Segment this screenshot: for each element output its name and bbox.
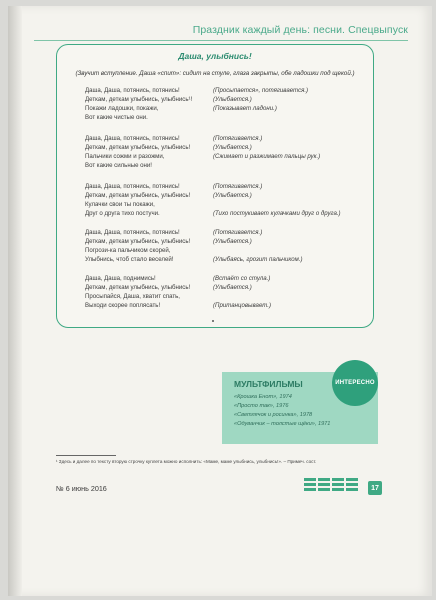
song-line [85,144,375,153]
lyric-text: Деткам, деткам улыбнись, улыбнись! [85,238,191,245]
bar-segment [318,488,330,491]
stage-direction: (Потягивается.) [213,229,263,236]
bar-segment [304,483,316,486]
bar-segment [304,478,316,481]
lyric-text: Даша, Даша, потянись, потянись! [85,87,180,94]
lyric-text: Деткам, деткам улыбнись, улыбнись! [85,192,191,199]
song-line [85,183,375,192]
bar-segment [332,483,344,486]
page-number: 17 [368,481,382,495]
song-title: Даша, улыбнись! [178,51,252,61]
stage-direction: (Улыбается.) [213,238,252,245]
stage-direction: (Улыбается.) [213,96,252,103]
lyric-text: Погрози-ка пальчиком скорей, [85,247,171,254]
stanza-3 [85,183,375,219]
bar-segment [304,488,316,491]
song-line [85,293,375,302]
stage-direction: (Просыпается», потягивается.) [213,87,309,94]
bar-segment [346,483,358,486]
bar-segment [318,478,330,481]
song-line [85,201,375,210]
info-card-title: МУЛЬТФИЛЬМЫ [234,379,303,389]
bar-segment [346,478,358,481]
lyric-text: Деткам, деткам улыбнись, улыбнись! [85,144,191,151]
stage-direction: (Тихо постукивает кулачками друг о друга.) [213,210,341,217]
song-line [85,105,375,114]
stanza-2 [85,135,375,171]
stage-direction: (Улыбается.) [213,284,252,291]
info-list-item: «Светлячок и росинка», 1978 [234,412,313,418]
song-line [85,87,375,96]
lyric-text: Просыпайся, Даша, хватит спать, [85,293,181,300]
badge-label: ИНТЕРЕСНО [335,380,375,386]
song-line [85,114,375,123]
lyric-text: Покажи ладошки, покажи, [85,105,159,112]
footnote: ¹ Здесь и далее по тексту вторую строчку куплета можно исполнить: «Маме, маме улыбнись, улыбнись!». – Примеч. сост. [56,459,317,464]
song-line [85,96,375,105]
stage-direction: (Улыбаясь, грозит пальчиком.) [213,256,303,263]
stage-direction: (Улыбается.) [213,144,252,151]
bar-segment [318,483,330,486]
info-list-item: «Просто так», 1976 [234,403,289,409]
song-line [85,238,375,247]
bar-segment [332,488,344,491]
running-header: Праздник каждый день: песни. Спецвыпуск [192,24,408,36]
stage-direction: (Встаёт со стула.) [213,275,271,282]
bar-segment [346,488,358,491]
decorative-dot [212,320,214,322]
page-spine-shadow [8,6,22,596]
lyric-text: Улыбнись, чтоб стало веселей! [85,256,174,263]
lyric-text: Даша, Даша, потянись, потянись! [85,183,180,190]
song-line [85,284,375,293]
stanza-1 [85,87,375,123]
song-box [56,44,374,328]
song-line [85,229,375,238]
magazine-page [8,6,432,596]
footnote-rule [56,455,116,456]
song-line [85,302,375,311]
song-line [85,192,375,201]
stage-direction: (Улыбается.) [213,192,252,199]
lyric-text: Кулачки свои ты покажи, [85,201,155,208]
lyric-text: Выходи скорее поплясать! [85,302,161,309]
stage-direction: (Потягивается.) [213,135,263,142]
song-line [85,275,375,284]
lyric-text: Деткам, деткам улыбнись, улыбнись¹! [85,96,193,103]
bar-segment [332,478,344,481]
song-intro: (Звучит вступление. Даша «спит»: сидит на стуле, глаза закрыты, обе ладошки под щекой.) [75,70,355,77]
interesting-badge [332,360,378,406]
lyric-text: Друг о друга тихо постучи. [85,210,160,217]
info-list-item: «Одуванчик – толстые щёки», 1971 [234,421,331,427]
stanza-4 [85,229,375,265]
song-line [85,247,375,256]
lyric-text: Вот какие чистые они. [85,114,148,121]
song-line [85,135,375,144]
lyric-text: Даша, Даша, потянись, потянись! [85,229,180,236]
lyric-text: Вот какие сильные они! [85,162,153,169]
lyric-text: Пальчики сожми и разожми, [85,153,165,160]
issue-label: № 6 июнь 2016 [56,484,107,493]
stage-direction: (Пританцовывает.) [213,302,271,309]
lyric-text: Даша, Даша, потянись, потянись! [85,135,180,142]
stage-direction: (Потягивается.) [213,183,263,190]
stage-direction: (Сжимает и разжимает пальцы рук.) [213,153,321,160]
stanza-5 [85,275,375,311]
stage-direction: (Показывает ладони.) [213,105,277,112]
info-list-item: «Крошка Енот», 1974 [234,394,292,400]
lyric-text: Даша, Даша, поднимись! [85,275,156,282]
song-line [85,210,375,219]
song-line [85,162,375,171]
lyric-text: Деткам, деткам улыбнись, улыбнись! [85,284,191,291]
header-rule [34,40,408,41]
song-line [85,153,375,162]
song-line [85,256,375,265]
